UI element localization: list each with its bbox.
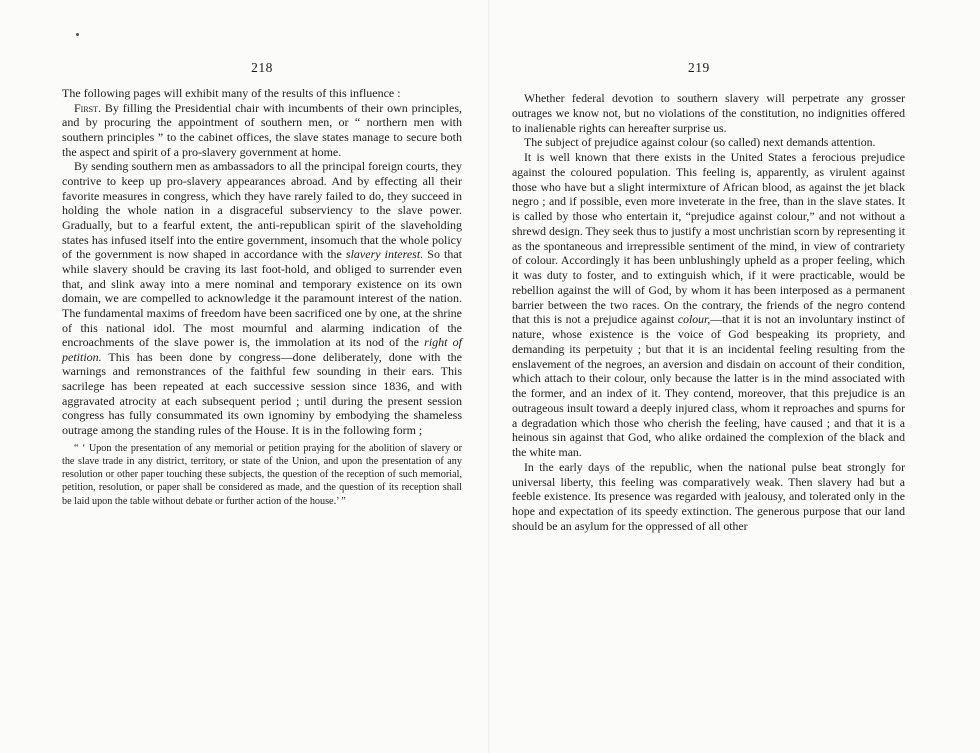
italic-colour: colour, <box>677 312 711 327</box>
paragraph-ambassadors-part-1: By sending southern men as ambassadors to all the principal foreign courts, they contrive to keep up pro-slavery appearances abroad. And by effecting all their favorite measures in congress, which they have rarely failed to do, they succeed in holding the whole nation in a disgraceful subserviency to the slave power. Gradually, but to a fearful extent, the anti-republican spirit of the slaveholding states has infused itself into the entire government, insomuch that the whole policy of the government is now shaped in accordance with the <box>62 159 462 262</box>
paragraph-federal-devotion: Whether federal devotion to southern slavery will perpetrate any grosser outrages we know not, but no violations of the constitution, no indignities offered to inalienable rights can hereafter surprise us. <box>512 91 905 135</box>
first-lead-word: First. <box>74 100 102 115</box>
paragraph-ambassadors-part-3: This has been done by congress—done deliberately, done with the warnings and remonstrances of the faithful few sounding in their ears. This sacrilege has been repeated at each successive session since 1836, and with aggravated atrocity at each subsequent period ; until during the present session congress has fully consummated its own ignominy by embodying the shameless outrage among the standing rules of the House. It is in the following form ; <box>62 349 462 438</box>
quote-text: “ ‘ Upon the presentation of any memorial or petition praying for the abolition of slavery or the slave trade in any district, territory, or state of the Union, and upon the presentation of any resolution or other paper touching these subjects, the question of the reception of such memorial, petition, resolution, or paper shall be considered as made, and the question of its reception shall be laid upon the table without debate or further action of the house.’ ” <box>62 442 462 507</box>
page-number-right: 219 <box>688 60 710 75</box>
paragraph-intro: The following pages will exhibit many of the results of this influence : <box>62 86 401 100</box>
paragraph-prejudice <box>512 150 905 460</box>
page-gutter <box>488 0 490 753</box>
paragraph-prejudice-subject: The subject of prejudice against colour (so called) next demands attention. <box>524 135 876 150</box>
paragraph-early-republic: In the early days of the republic, when the national pulse beat strongly for universal liberty, this feeling was comparatively weak. Then slavery had but a feeble existence. Its presence was regarded with jealousy, and tolerated only in the hope and expectation of its speedy extinction. The generous purpose that our land should be an asylum for the oppressed of all other <box>512 459 905 533</box>
right-page-body <box>512 91 905 534</box>
page-number-left: 218 <box>251 60 273 75</box>
block-quote-house-rule <box>62 442 462 508</box>
paragraph-prejudice-part-1: It is well known that there exists in the United States a ferocious prejudice against the coloured population. This feeling is, apparently, as virulent against those who have but a slight intermixture of African blood, as against the jet black negro ; and if possible, even more inveterate in the free, than in the slave states. It is called by those who entertain it, “prejudice against colour,” and not without a shrewd design. They seek thus to justify a most unchristian scorn by representing it as the spontaneous and irrepressible sentiment of the mind, in view of contrariety of colour. Accordingly it has been unblushingly upheld as a proper feeling, which it was duty to foster, and to extinguish which, if it were practicable, would be rebellion against the will of God, by whom it has been interposed as a permanent barrier between the two races. On the contrary, the friends of the negro contend that this is not a prejudice against <box>512 150 905 327</box>
right-page <box>512 0 905 753</box>
italic-slavery-interest: slavery interest. <box>345 247 424 262</box>
left-page-body <box>62 86 462 508</box>
left-page <box>62 0 462 753</box>
paragraph-first <box>62 101 462 160</box>
italic-right-of-petition: right of petition. <box>62 335 462 364</box>
paragraph-first-text: By filling the Presidential chair with incumbents of their own principles, and by procuring the appointment of southern men, or “ northern men with southern principles ” to the cabinet offices, the slave states manage to secure both the aspect and spirit of a pro-slavery government at home. <box>62 100 462 159</box>
paragraph-ambassadors-part-2: So that while slavery should be craving its last foot-hold, and obliged to surrender even that, and slink away into a mere nominal and temporary existence on its own domain, we are compelled to acknowledge it the paramount interest of the nation. The fundamental maxims of freedom have been sacrificed one by one, at the shrine of this national idol. The most mournful and alarming indication of the encroachments of the slave power is, the immolation at its nod of the <box>62 247 463 350</box>
paragraph-ambassadors <box>62 159 462 437</box>
paragraph-prejudice-part-2: —that it is not an involuntary instinct of nature, whose existence is the voice of God bespeaking its propriety, and demanding its perpetuity ; but that it is an incidental feeling resulting from the enslavement of the negroes, an aversion and disdain on account of their condition, which attach to their colour, only because the latter is in the mind associated with the former, and an index of it. They contend, moreover, that this prejudice is an outrageous insult toward a deeply injured class, whom it reproaches and spurns for a degradation which those who cherish the feeling, have caused ; and that it is a heinous sin against that God, who alike ordained the complexion of the black and the white man. <box>512 312 905 459</box>
